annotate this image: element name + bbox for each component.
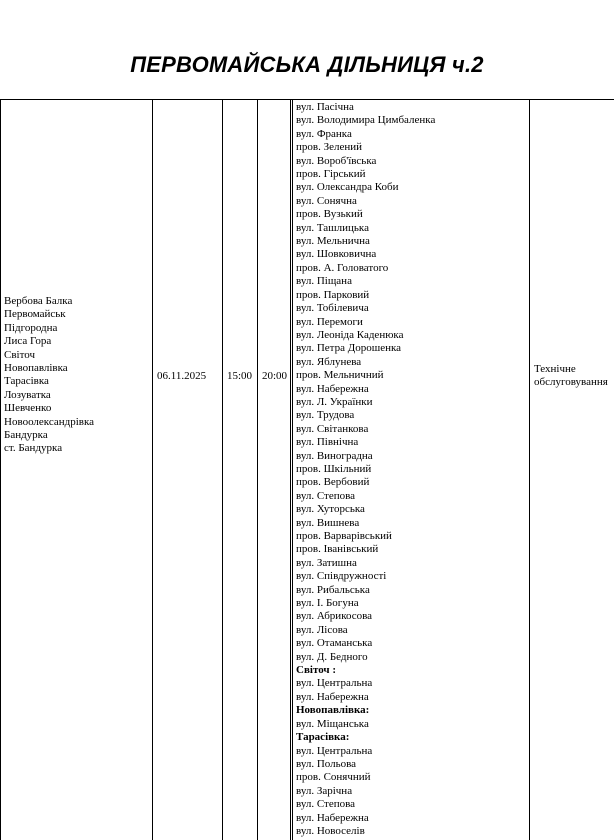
street-item: вул. Вишнева	[296, 516, 360, 529]
street-item: вул. Отаманська	[296, 637, 373, 650]
work-type-line: Технічне	[534, 363, 576, 375]
settlement-item: Лиса Гора	[4, 335, 52, 348]
street-item: вул. Хуторська	[296, 503, 365, 516]
date-cell: 06.11.2025	[157, 370, 207, 382]
street-item: вул. Сонячна	[296, 194, 357, 207]
settlement-item: Вербова Балка	[4, 295, 73, 307]
settlement-item: Бандурка	[4, 429, 48, 442]
street-item: вул. Набережна	[296, 811, 369, 824]
time-start-cell: 15:00	[227, 370, 253, 382]
street-item: вул. Затишна	[296, 556, 357, 569]
street-item: вул. Д. Бедного	[296, 650, 368, 663]
streets-cell	[296, 101, 435, 838]
column-divider	[222, 100, 223, 840]
street-item: пров. Вербовий	[296, 476, 370, 489]
outage-schedule-table	[0, 99, 614, 840]
page-title: ПЕРВОМАЙСЬКА ДІЛЬНИЦЯ ч.2	[130, 52, 484, 77]
street-item: пров. Парковий	[296, 288, 370, 301]
street-item: вул. Ташлицька	[296, 221, 369, 234]
street-item: вул. Вороб'ївська	[296, 154, 377, 167]
settlement-item: Тарасівка	[4, 375, 49, 388]
street-item: вул. Шовковична	[296, 248, 377, 261]
street-item: вул. Співдружності	[296, 570, 387, 583]
street-item: вул. Яблунева	[296, 355, 362, 368]
street-item: пров. Іванівський	[296, 543, 379, 556]
street-item: вул. Леоніда Каденюка	[296, 328, 404, 341]
street-item: пров. Зелений	[296, 141, 363, 154]
street-item: пров. Шкільний	[296, 462, 372, 475]
time-end-cell: 20:00	[262, 370, 288, 382]
street-item: пров. А. Головатого	[296, 261, 389, 274]
street-item: вул. Перемоги	[296, 315, 363, 328]
street-item: вул. Л. Українки	[296, 395, 373, 408]
street-item: вул. Центральна	[296, 677, 373, 690]
street-item: вул. Світанкова	[296, 422, 369, 435]
settlement-item: Лозуватка	[4, 388, 51, 401]
street-item: вул. Новоселів	[296, 824, 365, 837]
street-item: вул. Тобілевича	[296, 302, 369, 315]
street-item: вул. І. Богуна	[296, 597, 359, 610]
settlement-item: Світоч	[4, 348, 35, 361]
settlement-heading: Новопавлівка:	[296, 704, 370, 717]
settlement-item: Первомайськ	[4, 308, 66, 321]
street-item: вул. Мельнична	[296, 235, 370, 248]
street-item: вул. Польова	[296, 757, 357, 770]
settlement-item: Новопавлівка	[4, 362, 68, 375]
column-divider	[529, 100, 530, 840]
street-item: пров. Сонячний	[296, 771, 371, 784]
settlement-item: Шевченко	[4, 402, 52, 415]
settlement-item: Новоолександрівка	[4, 415, 95, 428]
settlements-cell	[4, 295, 94, 456]
column-divider	[290, 100, 291, 840]
street-item: вул. Рибальська	[296, 583, 370, 596]
street-item: вул. Франка	[296, 127, 352, 140]
street-item: вул. Трудова	[296, 409, 355, 422]
street-item: вул. Виноградна	[296, 449, 373, 462]
street-item: вул. Петра Дорошенка	[296, 342, 402, 355]
street-item: вул. Міщанська	[296, 717, 369, 730]
street-item: вул. Володимира Цимбаленка	[296, 114, 436, 127]
street-item: вул. Набережна	[296, 690, 369, 703]
street-item: вул. Північна	[296, 436, 359, 449]
street-item: вул. Лісова	[296, 623, 348, 636]
settlement-item: Підгородна	[4, 321, 58, 334]
street-item: вул. Зарічна	[296, 784, 353, 797]
street-item: вул. Олександра Коби	[296, 181, 399, 194]
street-item: пров. Вузький	[296, 208, 363, 221]
settlement-item: ст. Бандурка	[4, 442, 63, 455]
street-item: вул. Піщана	[296, 275, 352, 288]
work-type-line: обслуговування	[534, 376, 608, 389]
settlement-heading: Світоч :	[296, 664, 337, 677]
street-item: вул. Центральна	[296, 744, 373, 757]
street-item: пров. Гірський	[296, 168, 366, 181]
column-divider	[292, 100, 293, 840]
column-divider	[257, 100, 258, 840]
street-item: пров. Варварівський	[296, 530, 392, 542]
street-item: вул. Абрикосова	[296, 610, 373, 623]
street-item: вул. Пасічна	[296, 101, 354, 113]
street-item: пров. Мельничний	[296, 369, 384, 382]
street-item: вул. Степова	[296, 798, 356, 811]
table-border-left	[0, 100, 1, 840]
street-item: вул. Набережна	[296, 382, 369, 395]
work-type-cell	[534, 363, 608, 390]
column-divider	[152, 100, 153, 840]
settlement-heading: Тарасівка:	[296, 731, 350, 744]
street-item: вул. Степова	[296, 489, 356, 502]
